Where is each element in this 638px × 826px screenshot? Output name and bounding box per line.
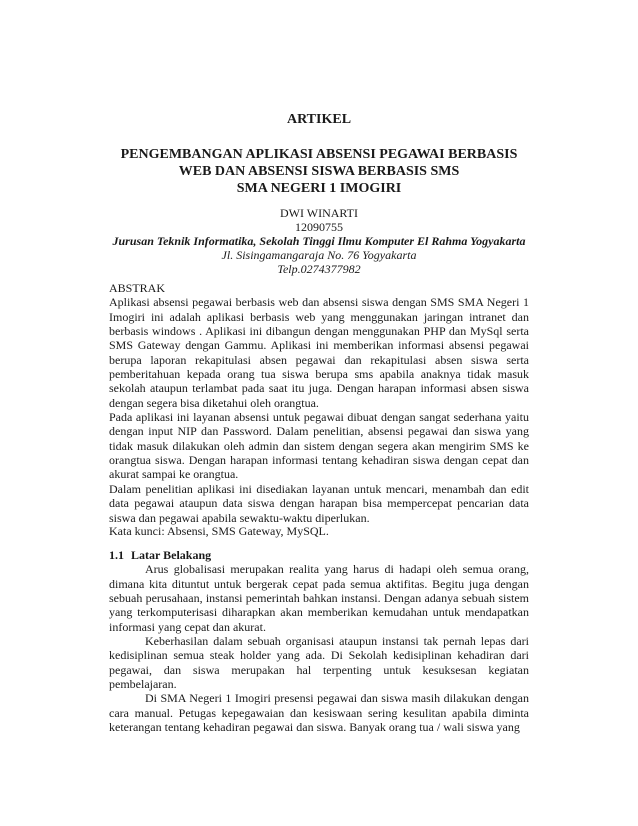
title-line: WEB DAN ABSENSI SISWA BERBASIS SMS: [178, 164, 460, 179]
author-phone: Telp.0274377982: [277, 262, 361, 276]
title-line: PENGEMBANGAN APLIKASI ABSENSI PEGAWAI BERBASIS: [120, 147, 518, 162]
section-paragraph: Arus globalisasi merupakan realita yang harus di hadapi oleh semua orang, dimana kita dituntut untuk bergerak cepat pada semua aktifitas. Begitu juga dengan sebuah perusahaan, instansi pemerintah bahkan instansi. Dengan adanya sebuah sistem yang terkomputerisasi diharapkan akan memberikan kemudahan untuk mendapatkan informasi yang cepat dan akurat.: [109, 562, 529, 634]
article-label: ARTIKEL: [286, 112, 352, 127]
author-block: [0, 206, 638, 276]
author-address: Jl. Sisingamangaraja No. 76 Yogyakarta: [221, 248, 417, 262]
section-paragraph: Keberhasilan dalam sebuah organisasi ataupun instansi tak pernah lepas dari kedisiplinan semua steak holder yang ada. Di Sekolah kedisiplinan kehadiran dari pegawai, dan siswa merupakan hal terpenting untuk kesuksesan kegiatan pembelajaran.: [109, 634, 529, 692]
section-paragraph: Di SMA Negeri 1 Imogiri presensi pegawai dan siswa masih dilakukan dengan cara manual. Petugas kepegawaian dan kesiswaan sering kesulitan apabila diminta keterangan tentang kehadiran pegawai dan siswa. Banyak orang tua / wali siswa yang: [109, 691, 529, 735]
title-line: SMA NEGERI 1 IMOGIRI: [236, 181, 402, 196]
section-heading: [109, 548, 529, 562]
author-name: DWI WINARTI: [279, 206, 359, 220]
abstract-paragraph: Pada aplikasi ini layanan absensi untuk pegawai dibuat dengan sangat sederhana yaitu dengan input NIP dan Password. Dalam penelitian, absensi pegawai dan siswa yang tidak masuk dilakukan oleh admin dan sistem dengan segera akan mengirim SMS ke orangtua siswa. Dengan harapan informasi tentang kehadiran siswa dengan cepat dan akurat sampai ke orangtua.: [109, 410, 529, 482]
section-number: 1.1: [109, 548, 124, 562]
section-title: Latar Belakang: [131, 548, 212, 562]
section-latar-belakang: [109, 548, 529, 734]
author-affiliation: Jurusan Teknik Informatika, Sekolah Tinggi Ilmu Komputer El Rahma Yogyakarta: [112, 234, 526, 248]
abstract-paragraph: Dalam penelitian aplikasi ini disediakan layanan untuk mencari, menambah dan edit data pegawai ataupun data siswa dengan harapan bisa mempercepat pencarian data siswa dan pegawai apabila sewaktu-waktu diperlukan.: [109, 481, 529, 525]
abstract-paragraph: Aplikasi absensi pegawai berbasis web dan absensi siswa dengan SMS SMA Negeri 1 Imogiri ini adalah aplikasi berbasis web yang menggunakan jaringan intranet dan berbasis windows . Aplikasi ini dibangun dengan menggunakan PHP dan MySql serta SMS Gateway dengan Gammu. Aplikasi ini memberikan informasi absensi pegawai berupa laporan rekapitulasi absen pegawai dan rekapitulasi absen siswa serta pemberitahuan kepada orang tua siswa berupa sms apabila anaknya tidak masuk sekolah ataupun terlambat pada saat itu juga. Dengan harapan informasi absen siswa dengan segera bisa diketahui oleh orangtua.: [109, 295, 529, 410]
abstract-section: [109, 281, 529, 525]
keywords: Kata kunci: Absensi, SMS Gateway, MySQL.: [109, 524, 329, 538]
author-id: 12090755: [295, 220, 343, 234]
abstract-heading: ABSTRAK: [109, 281, 166, 295]
paper-title: [0, 146, 638, 197]
